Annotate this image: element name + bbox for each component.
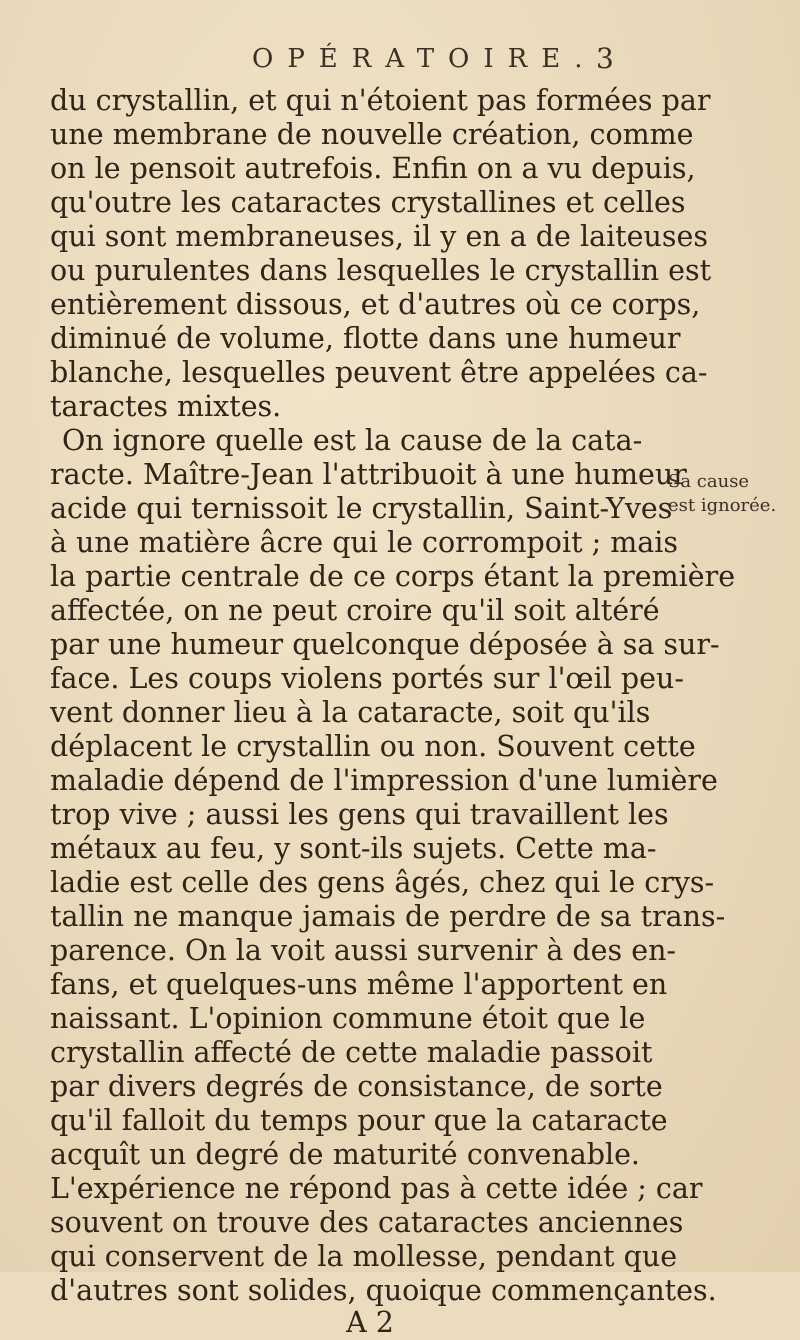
text-line: tallin ne manque jamais de perdre de sa trans- — [50, 900, 726, 933]
text-line: qu'il falloit du temps pour que la cataracte — [50, 1104, 668, 1137]
page-number: 3 — [596, 42, 614, 75]
text-line: acide qui ternissoit le crystallin, Saint-Yves — [50, 492, 673, 525]
margin-note-line: Sa cause — [668, 471, 750, 492]
text-line: d'autres sont solides, quoique commençantes. — [50, 1274, 717, 1307]
paragraph-start-line: On ignore quelle est la cause de la cata- — [62, 424, 643, 457]
text-line: acquît un degré de maturité convenable. — [50, 1138, 640, 1171]
text-line: qu'outre les cataractes crystallines et celles — [50, 186, 686, 219]
text-line: du crystallin, et qui n'étoient pas formées par — [50, 84, 711, 117]
text-line: parence. On la voit aussi survenir à des en- — [50, 934, 677, 967]
text-line: diminué de volume, flotte dans une humeur — [50, 322, 681, 355]
text-line: par divers degrés de consistance, de sorte — [50, 1070, 663, 1103]
text-line: à une matière âcre qui le corrompoit ; mais — [50, 526, 679, 559]
text-line: ladie est celle des gens âgés, chez qui le crys- — [50, 866, 715, 899]
text-line: naissant. L'opinion commune étoit que le — [50, 1002, 646, 1035]
text-line: une membrane de nouvelle création, comme — [50, 118, 694, 151]
text-line: qui sont membraneuses, il y en a de laiteuses — [50, 220, 708, 253]
text-line: vent donner lieu à la cataracte, soit qu'ils — [50, 696, 651, 729]
text-line: L'expérience ne répond pas à cette idée ; car — [50, 1172, 703, 1205]
text-line: ou purulentes dans lesquelles le crystallin est — [50, 254, 712, 287]
text-line: trop vive ; aussi les gens qui travaillent les — [50, 798, 669, 831]
text-line: déplacent le crystallin ou non. Souvent cette — [50, 730, 696, 763]
text-line: qui conservent de la mollesse, pendant que — [50, 1240, 678, 1273]
running-title: OPÉRATOIRE. — [252, 44, 597, 74]
text-line: crystallin affecté de cette maladie passoit — [50, 1036, 653, 1069]
text-line: la partie centrale de ce corps étant la première — [50, 560, 736, 593]
text-line: racte. Maître-Jean l'attribuoit à une humeur — [50, 458, 687, 491]
text-line: on le pensoit autrefois. Enfin on a vu depuis, — [50, 152, 696, 185]
text-line: par une humeur quelconque déposée à sa sur- — [50, 628, 720, 661]
text-line: métaux au feu, y sont-ils sujets. Cette ma- — [50, 832, 657, 865]
text-line: souvent on trouve des cataractes anciennes — [50, 1206, 684, 1239]
text-line: affectée, on ne peut croire qu'il soit altéré — [50, 594, 660, 627]
text-line: fans, et quelques-uns même l'apportent en — [50, 968, 668, 1001]
text-line: taractes mixtes. — [50, 390, 282, 423]
text-line: entièrement dissous, et d'autres où ce corps, — [50, 288, 701, 321]
margin-note — [668, 470, 798, 518]
text-line: blanche, lesquelles peuvent être appelées ca- — [50, 356, 708, 389]
signature-mark: A 2 — [346, 1306, 394, 1339]
margin-note-line: est ignorée. — [668, 495, 777, 516]
text-line: face. Les coups violens portés sur l'œil peu- — [50, 662, 684, 695]
text-line: maladie dépend de l'impression d'une lumière — [50, 764, 718, 797]
